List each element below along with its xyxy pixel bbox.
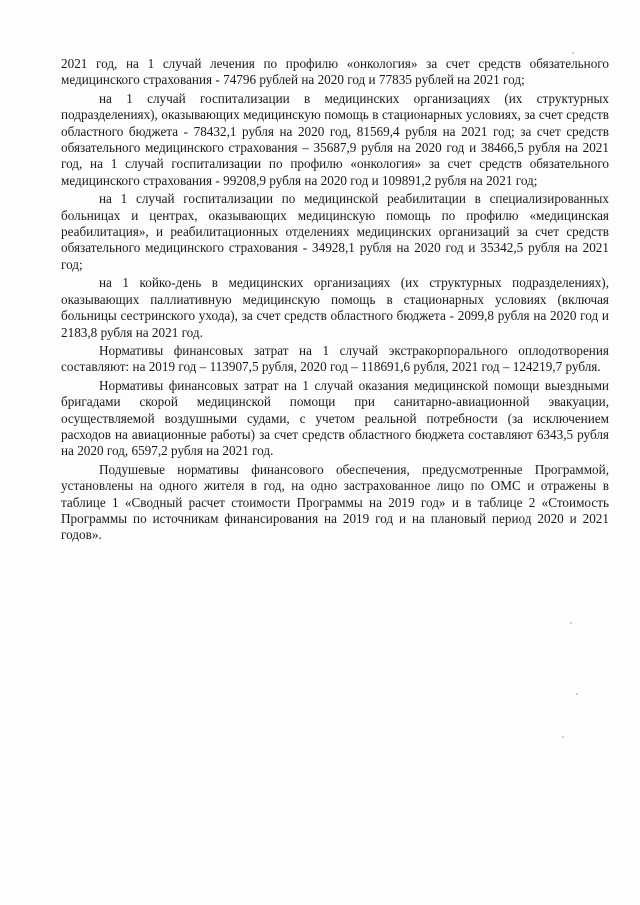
paragraph-rehabilitation: на 1 случай госпитализации по медицинской реабилитации в специализированных больницах и центрах, оказывающих медицинскую помощь по профилю «медицинская реабилитация», и реабилитационных отделениях медицинских организаций за счет средств обязательного медицинского страхования - 34928,1 рубля на 2020 год и 35342,5 рубля на 2021 год; — [61, 191, 609, 272]
paragraph-ivf-costs: Нормативы финансовых затрат на 1 случай экстракорпорального оплодотворения составляют: на 2019 год – 113907,5 рубля, 2020 год – 118691,6 рубля, 2021 год – 124219,7 рубля. — [61, 342, 609, 375]
document-body — [61, 56, 609, 546]
paragraph-oncology-continuation: 2021 год, на 1 случай лечения по профилю «онкология» за счет средств обязательного медицинского страхования - 74796 рублей на 2020 год и 77835 рублей на 2021 год; — [61, 56, 609, 88]
paragraph-palliative-bed-day: на 1 койко-день в медицинских организациях (их структурных подразделениях), оказывающих паллиативную медицинскую помощь в стационарных условиях (включая больницы сестринского ухода), за счет средств областного бюджета - 2099,8 рубля на 2020 год и 2183,8 рубля на 2021 год. — [61, 275, 609, 340]
scan-speck — [572, 52, 574, 54]
scan-speck — [570, 622, 572, 624]
paragraph-per-capita-standards: Подушевые нормативы финансового обеспечения, предусмотренные Программой, установлены на одного жителя в год, на одно застрахованное лицо по ОМС и отражены в таблице 1 «Сводный расчет стоимости Программы на 2019 год» и в таблице 2 «Стоимость Программы по источникам финансирования на 2019 год и на плановый период 2020 и 2021 годов». — [61, 461, 609, 543]
paragraph-air-ambulance-costs: Нормативы финансовых затрат на 1 случай оказания медицинской помощи выездными бригадами скорой медицинской помощи при санитарно-авиационной эвакуации, осуществляемой воздушными судами, с учетом реальной потребности (за исключением расходов на авиационные работы) за счет средств областного бюджета составляют 6343,5 рубля на 2020 год, 6597,2 рубля на 2021 год. — [61, 377, 609, 459]
paragraph-hospitalization: на 1 случай госпитализации в медицинских организациях (их структурных подразделениях), оказывающих медицинскую помощь в стационарных условиях, за счет средств областного бюджета - 78432,1 рубля на 2020 год, 81569,4 рубля на 2021 год; за счет средств обязательного медицинского страхования – 35687,9 рубля на 2020 год и 38466,5 рубля на 2021 год, на 1 случай госпитализации по профилю «онкология» за счет средств обязательного медицинского страхования - 99208,9 рубля на 2020 год и 109891,2 рубля на 2021 год; — [61, 90, 609, 188]
scan-speck — [562, 736, 564, 738]
scan-speck — [576, 693, 578, 695]
